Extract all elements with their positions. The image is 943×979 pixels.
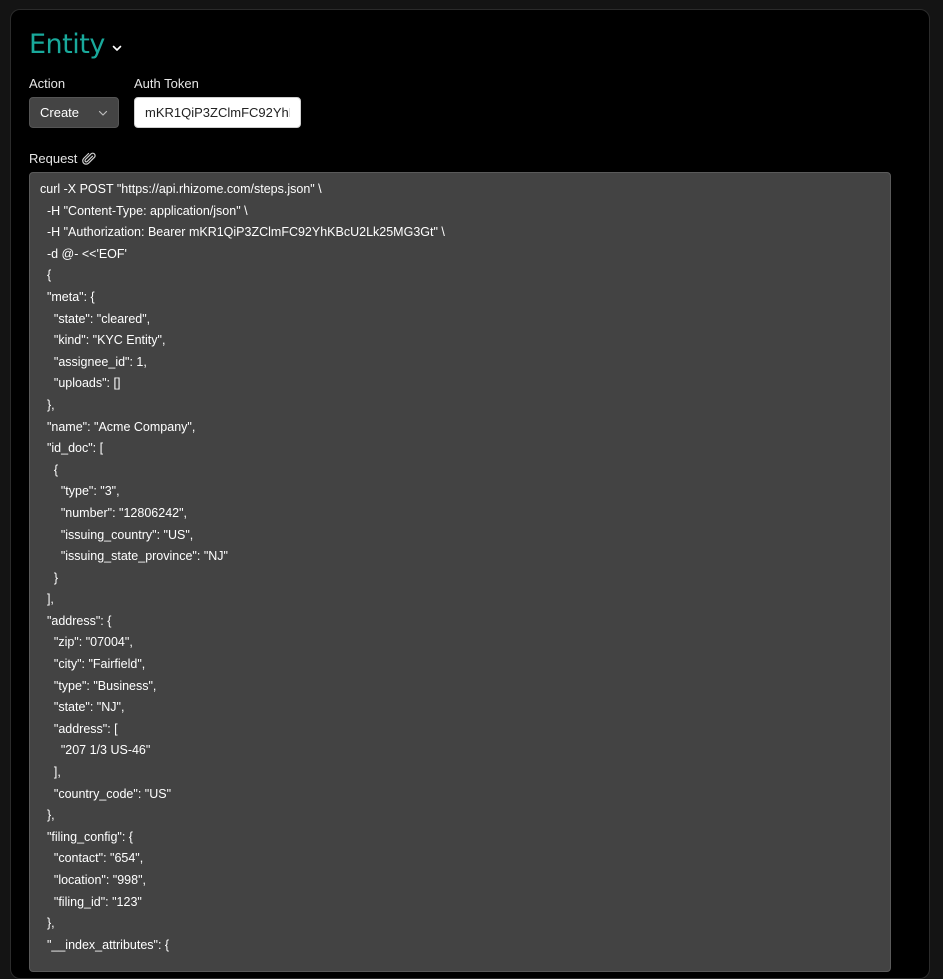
request-label: Request — [29, 151, 78, 166]
code-line: } — [40, 570, 59, 585]
page-title: Entity — [29, 29, 105, 60]
code-line: "state": "NJ", — [40, 700, 125, 715]
code-line: "issuing_country": "US", — [40, 527, 194, 542]
code-line: "country_code": "US" — [40, 786, 171, 801]
code-line: "zip": "07004", — [40, 635, 133, 650]
action-select[interactable] — [29, 97, 119, 128]
code-line: "address": { — [40, 613, 112, 628]
code-line: "name": "Acme Company", — [40, 419, 196, 434]
code-line: "location": "998", — [40, 873, 146, 887]
code-line: "contact": "654", — [40, 851, 144, 866]
code-line: "state": "cleared", — [40, 311, 151, 326]
code-line: "type": "Business", — [40, 678, 157, 693]
auth-token-input[interactable] — [134, 97, 301, 128]
chevron-down-icon — [111, 42, 123, 54]
code-line: { — [40, 268, 52, 283]
code-line: -d @- <<'EOF' — [40, 246, 127, 261]
action-select-value: Create — [40, 105, 80, 120]
code-line: "__index_attributes": { — [40, 937, 170, 952]
request-code-block[interactable] — [29, 172, 891, 972]
action-label: Action — [29, 76, 66, 91]
code-line: "meta": { — [40, 289, 95, 304]
code-line: { — [40, 462, 59, 477]
chevron-down-icon — [98, 108, 108, 118]
code-line: "number": "12806242", — [40, 505, 188, 520]
code-line: ], — [40, 765, 61, 780]
paperclip-icon[interactable] — [81, 151, 97, 167]
code-line: }, — [40, 397, 55, 412]
code-line: "type": "3", — [40, 484, 120, 499]
code-line: "city": "Fairfield", — [40, 657, 146, 672]
code-line: "filing_id": "123" — [40, 894, 142, 909]
code-line: "uploads": [] — [40, 376, 121, 391]
code-line: curl -X POST "https://api.rhizome.com/steps.json" \ — [40, 182, 322, 196]
code-line: }, — [40, 808, 55, 823]
code-line: }, — [40, 916, 55, 931]
code-line: ], — [40, 592, 54, 607]
code-line: "address": [ — [40, 721, 118, 736]
code-line: "issuing_state_province": "NJ" — [40, 549, 228, 564]
auth-token-label: Auth Token — [134, 76, 199, 91]
code-line: "filing_config": { — [40, 829, 133, 844]
entity-title-dropdown[interactable] — [29, 28, 123, 62]
code-line: -H "Content-Type: application/json" \ — [40, 203, 248, 218]
request-label-row — [29, 151, 97, 167]
code-line: "207 1/3 US-46" — [40, 743, 151, 758]
code-line: "assignee_id": 1, — [40, 354, 147, 369]
code-line: "id_doc": [ — [40, 441, 104, 456]
code-line: -H "Authorization: Bearer mKR1QiP3ZClmFC92YhKBcU2Lk25MG3Gt" \ — [40, 225, 445, 240]
code-line: "kind": "KYC Entity", — [40, 333, 166, 348]
